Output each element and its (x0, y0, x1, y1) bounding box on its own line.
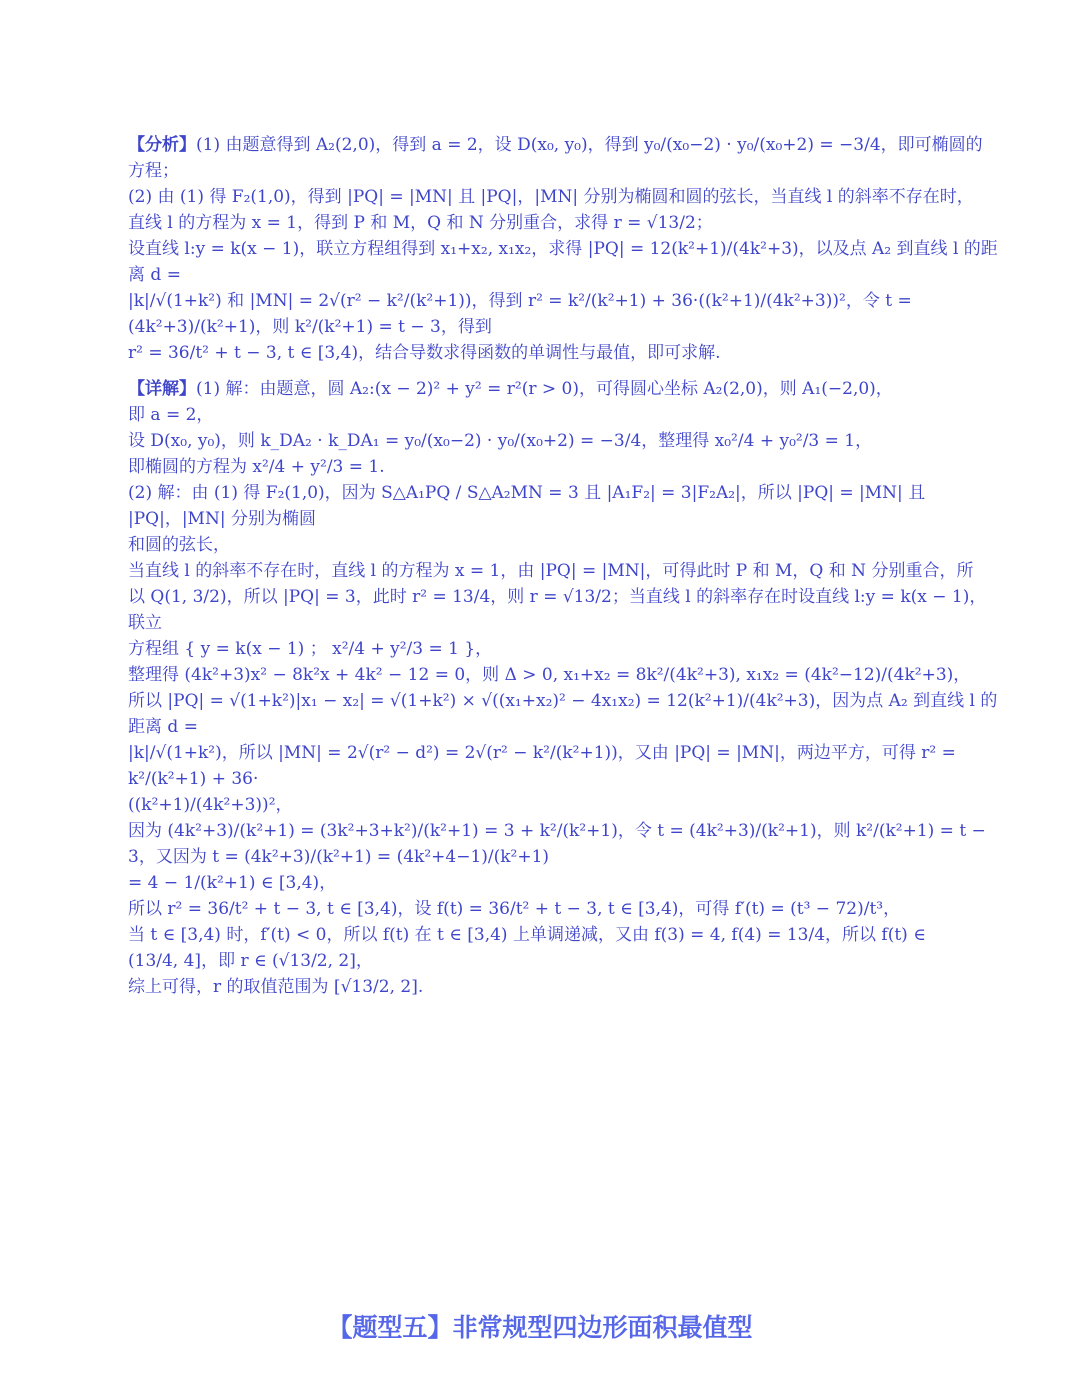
detail-line-14: 因为 (4k²+3)/(k²+1) = (3k²+3+k²)/(k²+1) = 3 + k²/(k²+1)，令 t = (4k²+3)/(k²+1)，则 k²/(k²+1) = t − 3，又因为 t = (4k²+3)/(k²+1) = (4k²+4−1)/(k²+1) (128, 821, 986, 867)
analysis-line-3: 直线 l 的方程为 x = 1，得到 P 和 M，Q 和 N 分别重合，求得 r = √13/2； (128, 213, 713, 233)
detail-line-19: 综上可得，r 的取值范围为 [√13/2, 2]. (128, 977, 424, 997)
analysis-tag: 【分析】 (128, 135, 196, 155)
solution-body (128, 132, 998, 1010)
detail-line-4: 即椭圆的方程为 x²/4 + y²/3 = 1. (128, 457, 385, 477)
analysis-line-6: r² = 36/t² + t − 3, t ∈ [3,4)，结合导数求得函数的单调性与最值，即可求解. (128, 343, 721, 363)
detail-line-13: ((k²+1)/(4k²+3))²， (128, 795, 293, 815)
detail-line-12: |k|/√(1+k²)，所以 |MN| = 2√(r² − d²) = 2√(r² − k²/(k²+1))，又由 |PQ| = |MN|，两边平方，可得 r² = k²/(k²+1) + 36· (128, 743, 956, 789)
detail-tag: 【详解】 (128, 379, 196, 399)
detail-line-7: 当直线 l 的斜率不存在时，直线 l 的方程为 x = 1，由 |PQ| = |MN|，可得此时 P 和 M，Q 和 N 分别重合，所 (128, 561, 974, 581)
detail-line-8: 以 Q(1, 3/2)，所以 |PQ| = 3，此时 r² = 13/4，则 r = √13/2；当直线 l 的斜率存在时设直线 l:y = k(x − 1)，联立 (128, 587, 987, 633)
detail-line-2: 即 a = 2， (128, 405, 214, 425)
detail-line-6: 和圆的弦长， (128, 535, 230, 555)
detail-line-11: 所以 |PQ| = √(1+k²)|x₁ − x₂| = √(1+k²) × √((x₁+x₂)² − 4x₁x₂) = 12(k²+1)/(4k²+3)，因为点 A₂ 到直线 l 的距离 d = (128, 691, 998, 737)
detail-line-3: 设 D(x₀, y₀)，则 k_DA₂ · k_DA₁ = y₀/(x₀−2) · y₀/(x₀+2) = −3/4，整理得 x₀²/4 + y₀²/3 = 1， (128, 431, 873, 451)
detail-line-17: 当 t ∈ [3,4) 时，f′(t) < 0，所以 f(t) 在 t ∈ [3,4) 上单调递减，又由 f(3) = 4, f(4) = 13/4，所以 f(t) ∈ (128, 925, 926, 945)
detail-line-5: (2) 解：由 (1) 得 F₂(1,0)，因为 S△A₁PQ / S△A₂MN = 3 且 |A₁F₂| = 3|F₂A₂|，所以 |PQ| = |MN| 且 |PQ|，|MN| 分别为椭圆 (128, 483, 926, 529)
analysis-line-1: 【分析】(1) 由题意得到 A₂(2,0)，得到 a = 2，设 D(x₀, y₀)，得到 y₀/(x₀−2) · y₀/(x₀+2) = −3/4，即可椭圆的方程； (128, 135, 983, 181)
detail-line-10: 整理得 (4k²+3)x² − 8k²x + 4k² − 12 = 0，则 Δ > 0, x₁+x₂ = 8k²/(4k²+3), x₁x₂ = (4k²−12)/(4k²+3)， (128, 665, 971, 685)
detail-line-16: 所以 r² = 36/t² + t − 3, t ∈ [3,4)，设 f(t) = 36/t² + t − 3, t ∈ [3,4)，可得 f′(t) = (t³ − 72)/t³， (128, 899, 901, 919)
detail-line-1: 【详解】(1) 解：由题意，圆 A₂:(x − 2)² + y² = r²(r > 0)，可得圆心坐标 A₂(2,0)，则 A₁(−2,0)， (128, 379, 893, 399)
analysis-line-4: 设直线 l:y = k(x − 1)，联立方程组得到 x₁+x₂, x₁x₂，求得 |PQ| = 12(k²+1)/(4k²+3)，以及点 A₂ 到直线 l 的距离 d = (128, 239, 998, 285)
detail-section (128, 376, 998, 1000)
detail-line-18: (13/4, 4]，即 r ∈ (√13/2, 2]， (128, 951, 373, 971)
analysis-line-2: (2) 由 (1) 得 F₂(1,0)，得到 |PQ| = |MN| 且 |PQ|，|MN| 分别为椭圆和圆的弦长，当直线 l 的斜率不存在时， (128, 187, 974, 207)
analysis-line-5: |k|/√(1+k²) 和 |MN| = 2√(r² − k²/(k²+1))，得到 r² = k²/(k²+1) + 36·((k²+1)/(4k²+3))²，令 t = (4k²+3)/(k²+1)，则 k²/(k²+1) = t − 3，得到 (128, 291, 912, 337)
detail-line-9: 方程组 { y = k(x − 1) ； x²/4 + y²/3 = 1 }， (128, 639, 493, 659)
analysis-section (128, 132, 998, 366)
section-heading: 【题型五】非常规型四边形面积最值型 (327, 1313, 753, 1342)
detail-line-15: = 4 − 1/(k²+1) ∈ [3,4)， (128, 873, 337, 893)
